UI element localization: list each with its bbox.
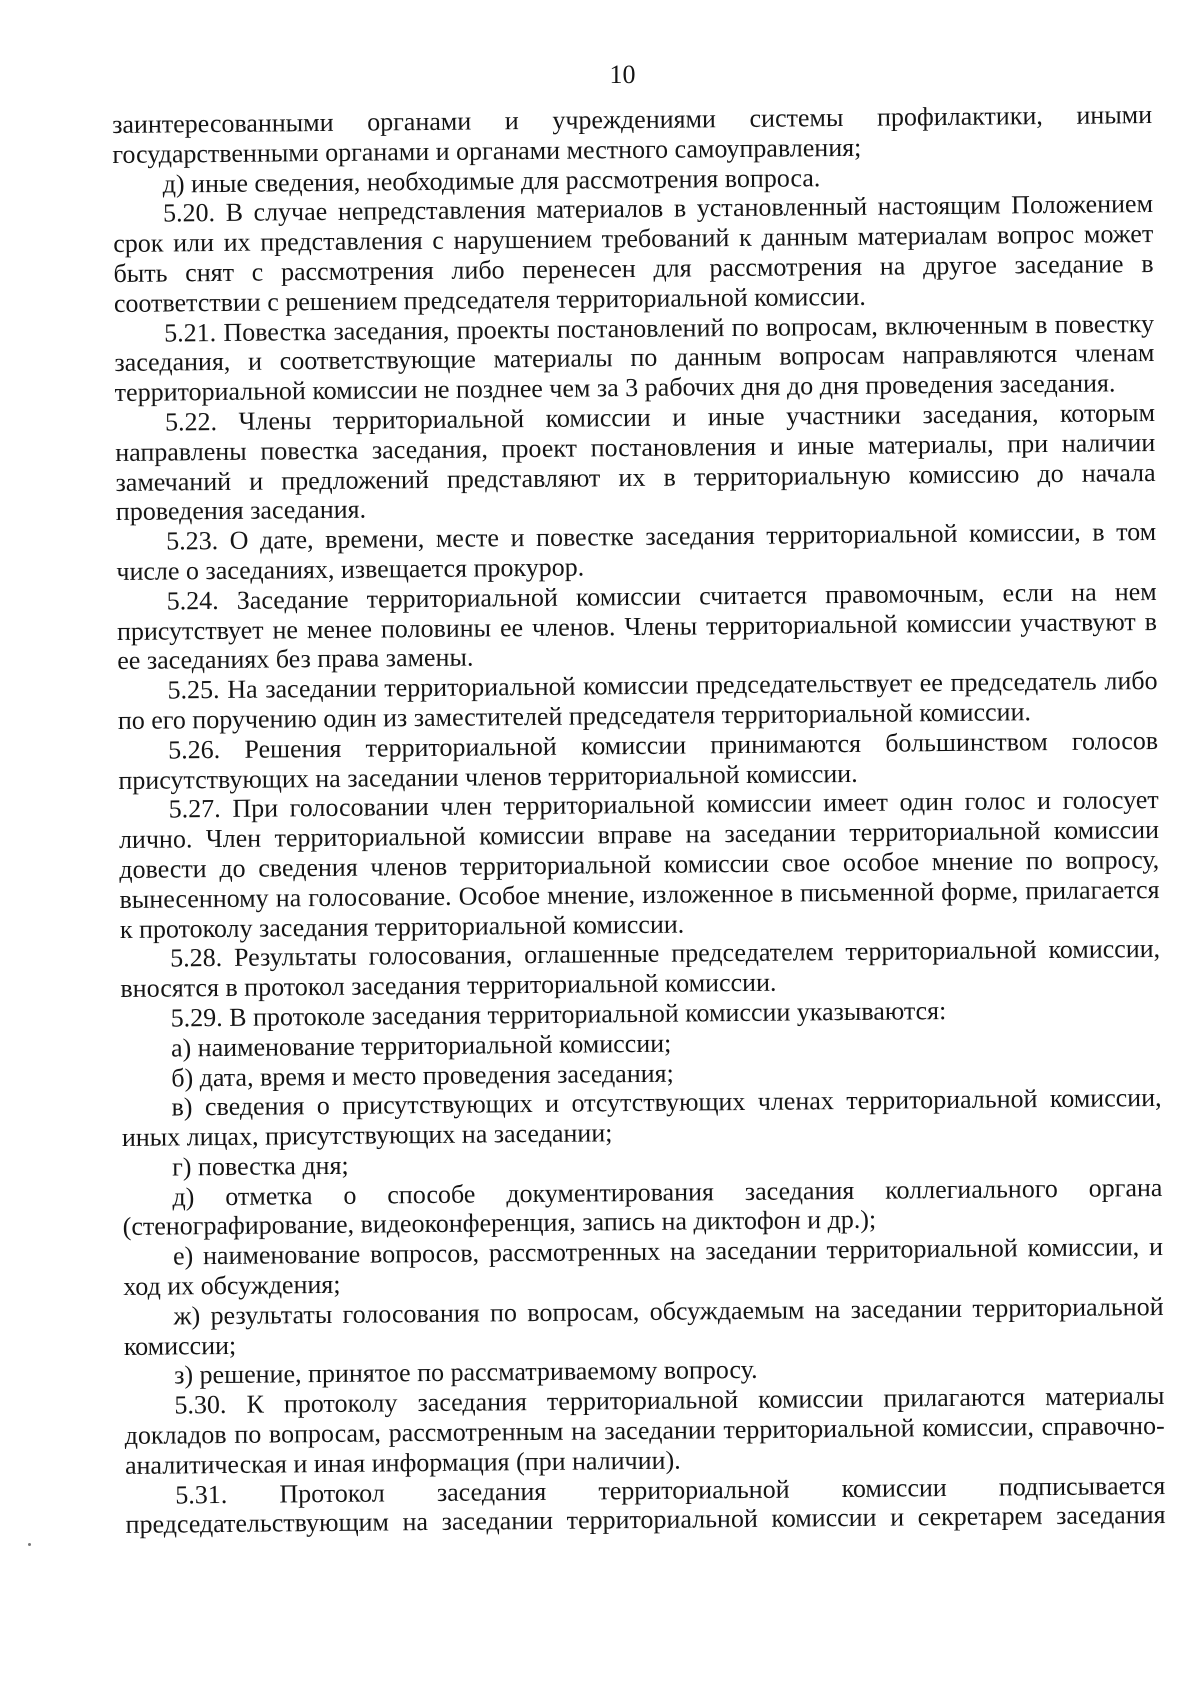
page-number: 10 (609, 60, 636, 89)
paragraph-5-23: 5.23. О дате, времени, месте и повестке заседания территориальной комиссии, в том числе о заседаниях, извещается прокурор. (116, 517, 1157, 586)
paragraph-5-22: 5.22. Члены территориальной комиссии и иные участники заседания, которым направлены повестка заседания, проект постановления и иные материалы, при наличии замечаний и предложений представляют их в территориальную комиссию до начала проведения заседания. (115, 397, 1156, 527)
paragraph-5-27: 5.27. При голосовании член территориальной комиссии имеет один голос и голосует лично. Член территориальной комиссии вправе на заседании территориальной комиссии довести до сведения членов территориальной комиссии свое особое мнение по вопросу, вынесенному на голосование. Особое мнение, изложенное в письменной форме, прилагается к протоколу заседания территориальной комиссии. (118, 785, 1160, 944)
list-item-a: а) наименование территориальной комиссии; (170, 1028, 672, 1063)
paragraph-5-28: 5.28. Результаты голосования, оглашенные председателем территориальной комиссии, вносятся в протокол заседания территориальной комиссии. (120, 934, 1161, 1004)
paragraph-5-29: 5.29. В протоколе заседания территориальной комиссии указываются: (170, 995, 947, 1033)
paragraph-5-24: 5.24. Заседание территориальной комиссии считается правомочным, если на нем присутствует не менее половины ее членов. Члены территориальной комиссии участвуют в ее заседаниях без права замены. (116, 576, 1158, 676)
paragraph-5-25: 5.25. На заседании территориальной комиссии председательствует ее председатель либо по его поручению один из заместителей председателя территориальной комиссии. (117, 666, 1158, 735)
paragraph-continuation: заинтересованными органами и учреждениями системы профилактики, иными государственными органами и органами местного самоуправления; (112, 100, 1153, 169)
scan-speck (28, 1543, 31, 1546)
paragraph-5-31: 5.31. Протокол заседания территориальной комиссии подписывается председательствующим на заседании территориальной комиссии и секретарем заседания (125, 1470, 1166, 1540)
paragraph-5-30: 5.30. К протоколу заседания территориальной комиссии прилагаются материалы докладов по вопросам, рассмотренным на заседании территориальной комиссии, справочно-аналитическая и иная информация (при наличии). (124, 1381, 1165, 1480)
list-item-d2: д) отметка о способе документирования заседания коллегиального органа (стенографирование, видеоконференция, запись на диктофон и др.); (122, 1172, 1163, 1242)
document-body (112, 100, 1166, 1540)
list-item-g: г) повестка дня; (172, 1150, 349, 1182)
list-item-z: з) решение, принятое по рассматриваемому вопросу. (174, 1355, 758, 1390)
list-item-d: д) иные сведения, необходимые для рассмотрения вопроса. (162, 162, 821, 199)
paragraph-5-26: 5.26. Решения территориальной комиссии принимаются большинством голосов присутствующих на заседании членов территориальной комиссии. (118, 725, 1159, 795)
list-item-v: в) сведения о присутствующих и отсутствующих членах территориальной комиссии, иных лицах, присутствующих на заседании; (121, 1083, 1162, 1153)
list-item-zh: ж) результаты голосования по вопросам, обсуждаемым на заседании территориальной комиссии; (123, 1291, 1164, 1361)
list-item-b: б) дата, время и место проведения заседания; (171, 1058, 674, 1092)
paragraph-5-21: 5.21. Повестка заседания, проекты постановлений по вопросам, включенным в повестку заседания, и соответствующие материалы по данным вопросам направляются членам территориальной комиссии не позднее чем за 3 рабочих дня до дня проведения заседания. (114, 308, 1155, 408)
list-item-e: е) наименование вопросов, рассмотренных на заседании территориальной комиссии, и ход их обсуждения; (123, 1232, 1164, 1302)
paragraph-5-20: 5.20. В случае непредставления материалов в установленный настоящим Положением срок или их представления с нарушением требований к данным материалам вопрос может быть снят с рассмотрения либо перенесен для рассмотрения на другое заседание в соответствии с решением председателя территориальной комиссии. (113, 189, 1154, 318)
